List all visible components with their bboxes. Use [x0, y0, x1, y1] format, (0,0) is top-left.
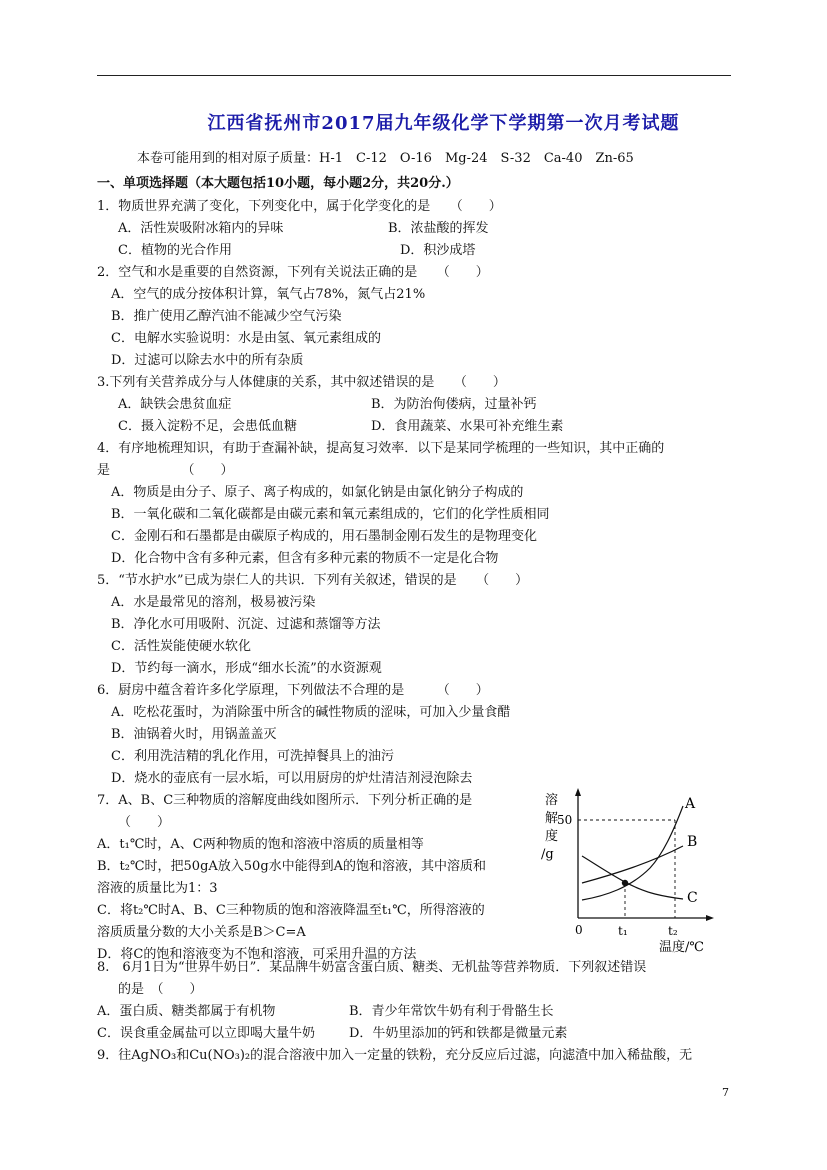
curve-b [582, 846, 683, 883]
q8-option-a: A．蛋白质、糖类都属于有机物 [97, 1004, 276, 1019]
x-tick-t2: t₂ [668, 924, 678, 938]
page-title: 江西省抚州市2017届九年级化学下学期第一次月考试题 [207, 113, 680, 134]
q5-option-c: C．活性炭能使硬水软化 [111, 639, 251, 654]
curve-c [582, 856, 683, 899]
chart-ylabel-3: 度 [545, 829, 559, 844]
q6-option-d: D．烧水的壶底有一层水垢，可以用厨房的炉灶清洁剂浸泡除去 [111, 771, 473, 786]
q3-option-a: A．缺铁会患贫血症 [118, 397, 232, 412]
q5-option-a: A．水是最常见的溶剂，极易被污染 [111, 595, 316, 610]
q7-stem-line2: （ ） [118, 815, 171, 830]
q8-stem-line1: 8. 6月1日为“世界牛奶日”．某品牌牛奶富含蛋白质、糖类、无机盐等营养物质．下列叙述错误 [97, 960, 647, 975]
q7-option-c-line2: 溶质质量分数的大小关系是B＞C=A [97, 925, 306, 940]
q2-stem: 2．空气和水是重要的自然资源，下列有关说法正确的是 （ ） [97, 265, 489, 280]
q6-option-b: B．油锅着火时，用锅盖盖灭 [111, 727, 277, 742]
q8-option-b: B．青少年常饮牛奶有利于骨骼生长 [349, 1004, 554, 1019]
page-number: 7 [722, 1086, 729, 1099]
q8-option-c: C．误食重金属盐可以立即喝大量牛奶 [97, 1026, 315, 1041]
header-rule [97, 75, 731, 76]
q1-option-a: A．活性炭吸附冰箱内的异味 [118, 221, 284, 236]
q2-option-c: C．电解水实验说明：水是由氢、氧元素组成的 [111, 331, 381, 346]
q1-option-d: D．积沙成塔 [400, 243, 476, 258]
q4-option-c: C．金刚石和石墨都是由碳原子构成的，用石墨制金刚石发生的是物理变化 [111, 529, 537, 544]
q1-stem: 1．物质世界充满了变化，下列变化中，属于化学变化的是 （ ） [97, 199, 502, 214]
q1-option-b: B．浓盐酸的挥发 [388, 221, 489, 236]
x-tick-0: 0 [575, 923, 583, 937]
chart-intersection-point [622, 880, 628, 886]
q1-option-c: C．植物的光合作用 [118, 243, 232, 258]
series-label-b: B [687, 834, 698, 850]
q4-option-b: B．一氧化碳和二氧化碳都是由碳元素和氧元素组成的，它们的化学性质相同 [111, 507, 550, 522]
q7-option-b-line1: B．t₂℃时，把50gA放入50g水中能得到A的饱和溶液，其中溶质和 [97, 859, 487, 874]
chart-x-arrow [706, 915, 714, 921]
q4-stem-line2: 是 （ ） [97, 463, 234, 478]
q7-option-c-line1: C．将t₂℃时A、B、C三种物质的饱和溶液降温至t₁℃，所得溶液的 [97, 903, 485, 918]
q2-option-d: D．过滤可以除去水中的所有杂质 [111, 353, 304, 368]
q2-option-a: A．空气的成分按体积计算，氧气占78%，氮气占21% [111, 287, 426, 302]
x-tick-t1: t₁ [618, 924, 628, 938]
q5-option-d: D．节约每一滴水，形成“细水长流”的水资源观 [111, 661, 382, 676]
q7-stem-line1: 7．A、B、C三种物质的溶解度曲线如图所示．下列分析正确的是 [97, 793, 473, 808]
q2-option-b: B．推广使用乙醇汽油不能减少空气污染 [111, 309, 342, 324]
q3-option-c: C．摄入淀粉不足，会患低血糖 [118, 419, 297, 434]
q6-option-c: C．利用洗洁精的乳化作用，可洗掉餐具上的油污 [111, 749, 394, 764]
y-tick-50: 50 [557, 813, 573, 827]
series-label-a: A [685, 796, 696, 812]
q8-stem-line2: 的是 （ ） [118, 982, 203, 997]
chart-ylabel-4: /g [541, 847, 554, 862]
atomic-masses: 本卷可能用到的相对原子质量：H-1 C-12 O-16 Mg-24 S-32 Ca-40 Zn-65 [137, 151, 634, 166]
chart-xlabel: 温度/℃ [659, 940, 704, 955]
q7-option-a: A．t₁℃时，A、C两种物质的饱和溶液中溶质的质量相等 [97, 837, 424, 852]
q4-option-d: D．化合物中含有多种元素，但含有多种元素的物质不一定是化合物 [111, 551, 499, 566]
q5-stem: 5．“节水护水”已成为崇仁人的共识．下列有关叙述，错误的是 （ ） [97, 573, 529, 588]
q7-option-b-line2: 溶液的质量比为1：3 [97, 881, 218, 896]
q8-option-d: D．牛奶里添加的钙和铁都是微量元素 [349, 1026, 568, 1041]
q6-stem: 6．厨房中蕴含着许多化学原理，下列做法不合理的是 （ ） [97, 683, 489, 698]
q4-stem-line1: 4．有序地梳理知识，有助于查漏补缺，提高复习效率．以下是某同学梳理的一些知识，其中正确的 [97, 441, 665, 456]
chart-ylabel-2: 解 [545, 811, 559, 826]
q9-stem: 9．往AgNO₃和Cu(NO₃)₂的混合溶液中加入一定量的铁粉，充分反应后过滤，向滤渣中加入稀盐酸，无 [97, 1048, 693, 1063]
q3-option-b: B．为防治佝偻病，过量补钙 [371, 397, 537, 412]
q7-option-d: D．将C的饱和溶液变为不饱和溶液，可采用升温的方法 [97, 947, 417, 962]
chart-y-arrow [575, 788, 581, 796]
section-heading: 一、单项选择题（本大题包括10小题，每小题2分，共20分.） [97, 176, 459, 191]
solubility-chart [535, 788, 715, 956]
q6-option-a: A．吃松花蛋时，为消除蛋中所含的碱性物质的涩味，可加入少量食醋 [111, 705, 511, 720]
q3-stem: 3.下列有关营养成分与人体健康的关系，其中叙述错误的是 （ ） [97, 375, 506, 390]
series-label-c: C [687, 890, 698, 906]
chart-ylabel-1: 溶 [545, 793, 559, 808]
q4-option-a: A．物质是由分子、原子、离子构成的，如氯化钠是由氯化钠分子构成的 [111, 485, 524, 500]
q5-option-b: B．净化水可用吸附、沉淀、过滤和蒸馏等方法 [111, 617, 381, 632]
q3-option-d: D．食用蔬菜、水果可补充维生素 [371, 419, 564, 434]
